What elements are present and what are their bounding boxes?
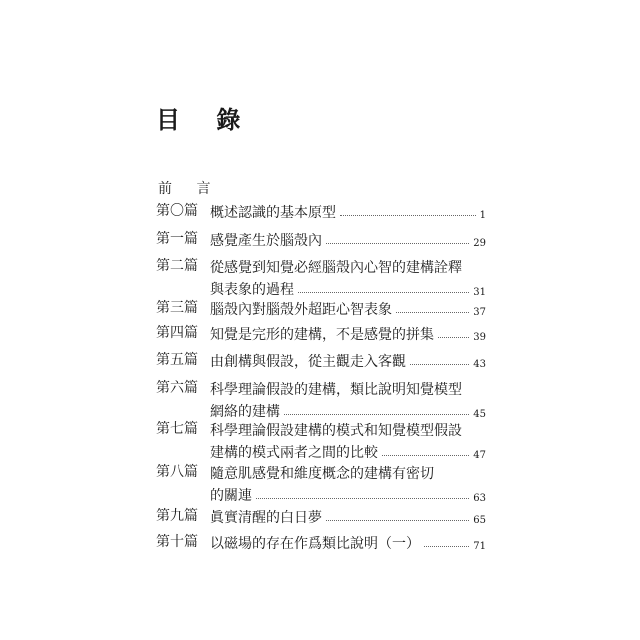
chapter-title-block xyxy=(210,200,486,222)
chapter-title-line: 眞實清醒的白日夢 xyxy=(210,510,322,526)
page-number: 37 xyxy=(473,307,486,318)
chapter-label: 第七篇 xyxy=(156,421,198,437)
chapter-label: 第六篇 xyxy=(156,380,198,396)
chapter-title-line: 網絡的建構 xyxy=(210,404,280,420)
chapter-title-line: 隨意肌感覺和維度概念的建構有密切 xyxy=(210,466,434,482)
chapter-title-block xyxy=(210,418,486,462)
dot-leader xyxy=(410,364,469,365)
dot-leader xyxy=(340,215,476,216)
page-number: 1 xyxy=(479,210,486,221)
chapter-title-line: 以磁場的存在作爲類比說明（一） xyxy=(210,536,420,552)
preface-heading: 前 言 xyxy=(158,181,221,197)
dot-leader xyxy=(284,414,469,415)
page-number: 45 xyxy=(473,409,486,420)
chapter-title-block xyxy=(210,255,486,299)
page-number: 29 xyxy=(473,238,486,249)
chapter-title-line: 概述認識的基本原型 xyxy=(210,205,336,221)
chapter-title-block xyxy=(210,297,486,319)
chapter-title-block xyxy=(210,228,486,250)
chapter-title-line: 與表象的過程 xyxy=(210,282,294,298)
chapter-label: 第九篇 xyxy=(156,508,198,524)
dot-leader xyxy=(396,312,469,313)
chapter-title-line: 由創構與假設，從主觀走入客觀 xyxy=(210,354,406,370)
chapter-label: 第三篇 xyxy=(156,300,198,316)
chapter-title-line: 知覺是完形的建構，不是感覺的拼集 xyxy=(210,327,434,343)
chapter-label: 第八篇 xyxy=(156,464,198,480)
dot-leader xyxy=(256,498,469,499)
dot-leader xyxy=(438,337,469,338)
chapter-title-block xyxy=(210,531,486,553)
chapter-title-line: 腦殼內對腦殼外超距心智表象 xyxy=(210,302,392,318)
chapter-label: 第四篇 xyxy=(156,325,198,341)
chapter-title-line: 從感覺到知覺必經腦殼內心智的建構詮釋 xyxy=(210,260,462,276)
page-number: 43 xyxy=(473,359,486,370)
dot-leader xyxy=(326,243,469,244)
chapter-title-line: 科學理論假設建構的模式和知覺模型假設 xyxy=(210,423,462,439)
chapter-title-block xyxy=(210,505,486,527)
chapter-label: 第一篇 xyxy=(156,231,198,247)
page-number: 63 xyxy=(473,493,486,504)
dot-leader xyxy=(326,520,469,521)
chapter-title-line: 的關連 xyxy=(210,488,252,504)
page-number: 71 xyxy=(473,541,486,552)
chapter-title-line: 科學理論假設的建構，類比說明知覺模型 xyxy=(210,382,462,398)
chapter-title-line: 感覺產生於腦殼內 xyxy=(210,233,322,249)
chapter-label: 第二篇 xyxy=(156,258,198,274)
page-number: 47 xyxy=(473,450,486,461)
chapter-title-block xyxy=(210,377,486,421)
chapter-label: 第五篇 xyxy=(156,352,198,368)
page-number: 65 xyxy=(473,515,486,526)
dot-leader xyxy=(424,546,469,547)
page-title: 目 錄 xyxy=(156,105,255,134)
chapter-title-block xyxy=(210,461,486,505)
dot-leader xyxy=(382,455,469,456)
chapter-label: 第〇篇 xyxy=(156,203,198,219)
chapter-title-block xyxy=(210,349,486,371)
chapter-label: 第十篇 xyxy=(156,534,198,550)
chapter-title-block xyxy=(210,322,486,344)
page-number: 31 xyxy=(473,287,486,298)
chapter-title-line: 建構的模式兩者之間的比較 xyxy=(210,445,378,461)
page-number: 39 xyxy=(473,332,486,343)
dot-leader xyxy=(298,292,469,293)
